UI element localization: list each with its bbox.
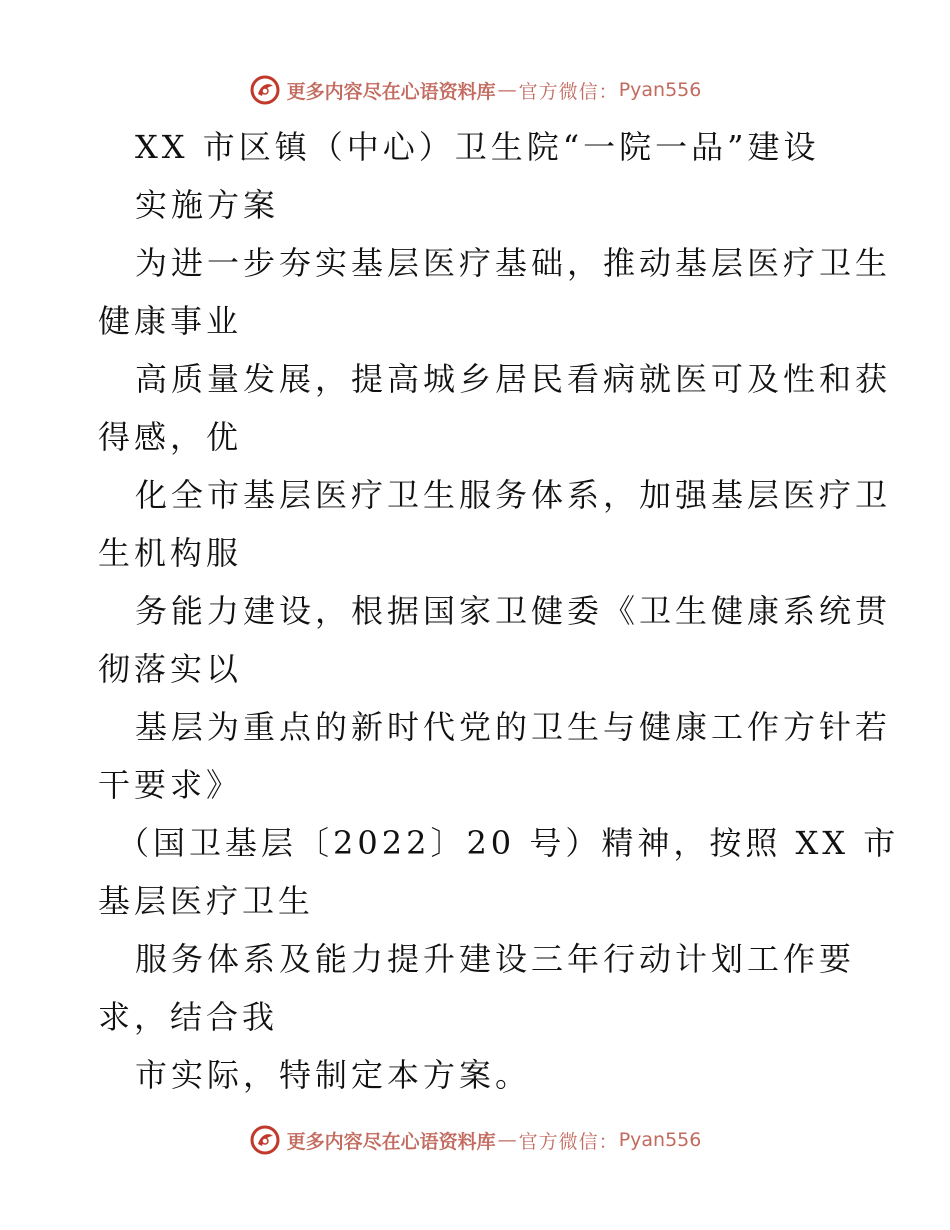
paragraph-line: 市实际，特制定本方案。 xyxy=(135,1056,532,1094)
paragraph-line: 干要求》 xyxy=(98,766,243,804)
watermark-dash: — xyxy=(497,79,517,101)
footer-watermark xyxy=(0,1120,950,1160)
red-swirl-logo-icon xyxy=(249,1124,281,1156)
paragraph-line: 求，结合我 xyxy=(98,998,279,1036)
paragraph-line: 生机构服 xyxy=(98,534,243,572)
paragraph-line: 服务体系及能力提升建设三年行动计划工作要 xyxy=(135,940,856,978)
watermark-wechat-id: Pyan556 xyxy=(618,1129,702,1151)
paragraph-line: 务能力建设，根据国家卫健委《卫生健康系统贯 xyxy=(135,592,892,630)
paragraph-line: 基层为重点的新时代党的卫生与健康工作方针若 xyxy=(135,708,892,746)
watermark-wechat-label: 官方微信： xyxy=(518,80,619,103)
paragraph-line: 为进一步夯实基层医疗基础，推动基层医疗卫生 xyxy=(135,244,892,282)
paragraph-line: 基层医疗卫生 xyxy=(98,882,315,920)
header-watermark xyxy=(0,70,950,110)
document-title-line-2: 实施方案 xyxy=(135,186,280,224)
paragraph-line: 高质量发展，提高城乡居民看病就医可及性和获 xyxy=(135,360,892,398)
paragraph-line: 化全市基层医疗卫生服务体系，加强基层医疗卫 xyxy=(135,476,892,514)
watermark-main-text: 更多内容尽在心语资料库 xyxy=(286,1130,496,1153)
watermark-dash: — xyxy=(497,1129,517,1151)
red-swirl-logo-icon xyxy=(249,74,281,106)
watermark-wechat-label: 官方微信： xyxy=(518,1130,619,1153)
paragraph-line: （国卫基层〔2022〕20 号）精神，按照 XX 市 xyxy=(117,824,900,862)
watermark-wechat-id: Pyan556 xyxy=(618,79,702,101)
paragraph-line: 健康事业 xyxy=(98,302,243,340)
document-title-line-1: XX 市区镇（中心）卫生院“一院一品”建设 xyxy=(135,128,820,166)
paragraph-line: 得感，优 xyxy=(98,418,243,456)
paragraph-line: 彻落实以 xyxy=(98,650,243,688)
watermark-main-text: 更多内容尽在心语资料库 xyxy=(286,80,496,103)
